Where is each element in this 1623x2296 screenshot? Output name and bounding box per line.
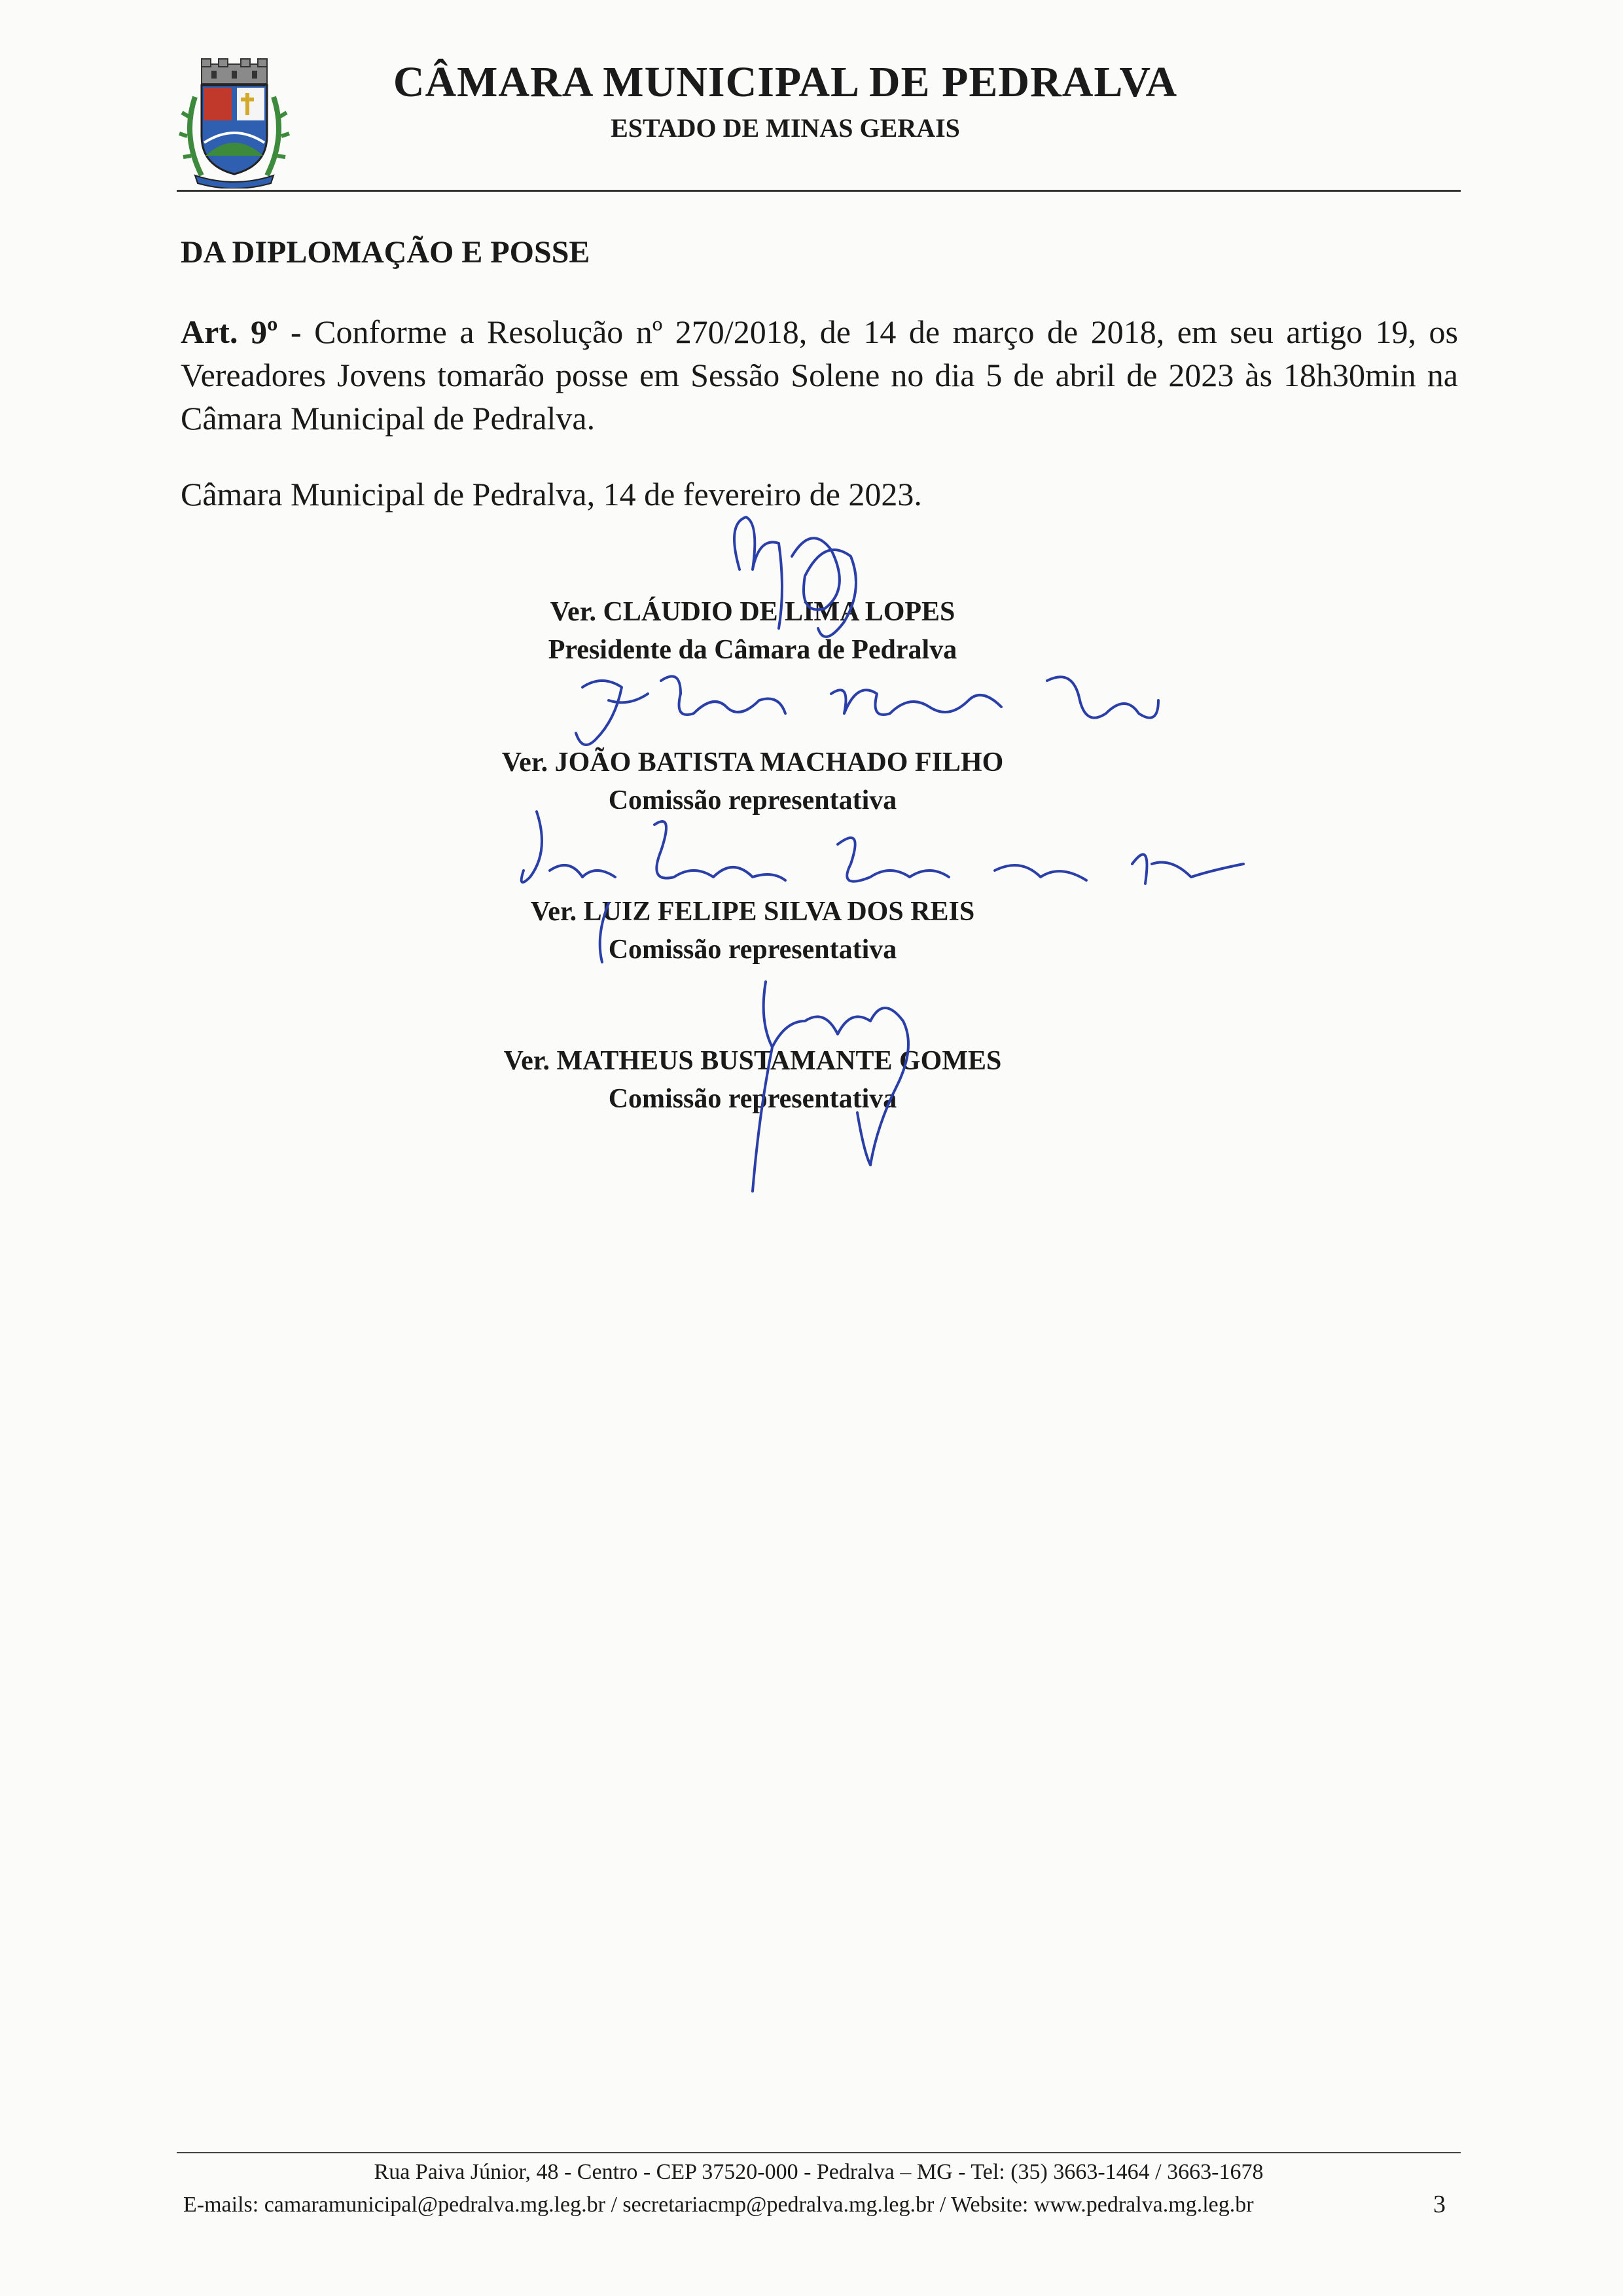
signatory-role: Comissão representativa xyxy=(608,1084,897,1114)
article-text: Conforme a Resolução nº 270/2018, de 14 de março de 2018, em seu artigo 19, os Vereadores Jovens tomarão posse em Sessão Solene no dia 5 de abril de 2023 às 18h30min na Câmara Municipal de Pedralva. xyxy=(181,314,1459,437)
signatory-name: Ver. CLÁUDIO DE LIMA LOPES xyxy=(550,597,955,627)
signatory-role: Comissão representativa xyxy=(608,785,897,816)
signatory-name: Ver. MATHEUS BUSTAMANTE GOMES xyxy=(503,1046,1002,1076)
footer-divider xyxy=(177,2152,1461,2153)
article-label: Art. 9º - xyxy=(181,314,302,350)
signature-2 xyxy=(576,676,1158,745)
signatory-block xyxy=(308,593,1198,669)
section-title: DA DIPLOMAÇÃO E POSSE xyxy=(181,235,590,270)
page-number: 3 xyxy=(1433,2191,1446,2218)
signatory-role: Comissão representativa xyxy=(608,935,897,965)
footer-contacts: E-mails: camaramunicipal@pedralva.mg.leg.br / secretariacmp@pedralva.mg.leg.br / Website: www.pedralva.mg.leg.br xyxy=(183,2193,1254,2217)
institution-subtitle: ESTADO DE MINAS GERAIS xyxy=(611,113,960,143)
signatory-role: Presidente da Câmara de Pedralva xyxy=(548,635,957,665)
signatory-block xyxy=(308,1042,1198,1118)
date-line: Câmara Municipal de Pedralva, 14 de fevereiro de 2023. xyxy=(181,476,922,512)
signatory-name: Ver. JOÃO BATISTA MACHADO FILHO xyxy=(501,747,1004,778)
signatory-block xyxy=(308,744,1198,819)
institution-title: CÂMARA MUNICIPAL DE PEDRALVA xyxy=(393,58,1178,106)
signatory-block xyxy=(308,893,1198,969)
header-divider xyxy=(177,190,1461,192)
article-paragraph xyxy=(181,310,1458,440)
municipal-crest-icon xyxy=(175,58,293,188)
footer-address: Rua Paiva Júnior, 48 - Centro - CEP 37520-000 - Pedralva – MG - Tel: (35) 3663-1464 / 3663-1678 xyxy=(374,2160,1264,2184)
signatory-name: Ver. LUIZ FELIPE SILVA DOS REIS xyxy=(530,897,975,927)
